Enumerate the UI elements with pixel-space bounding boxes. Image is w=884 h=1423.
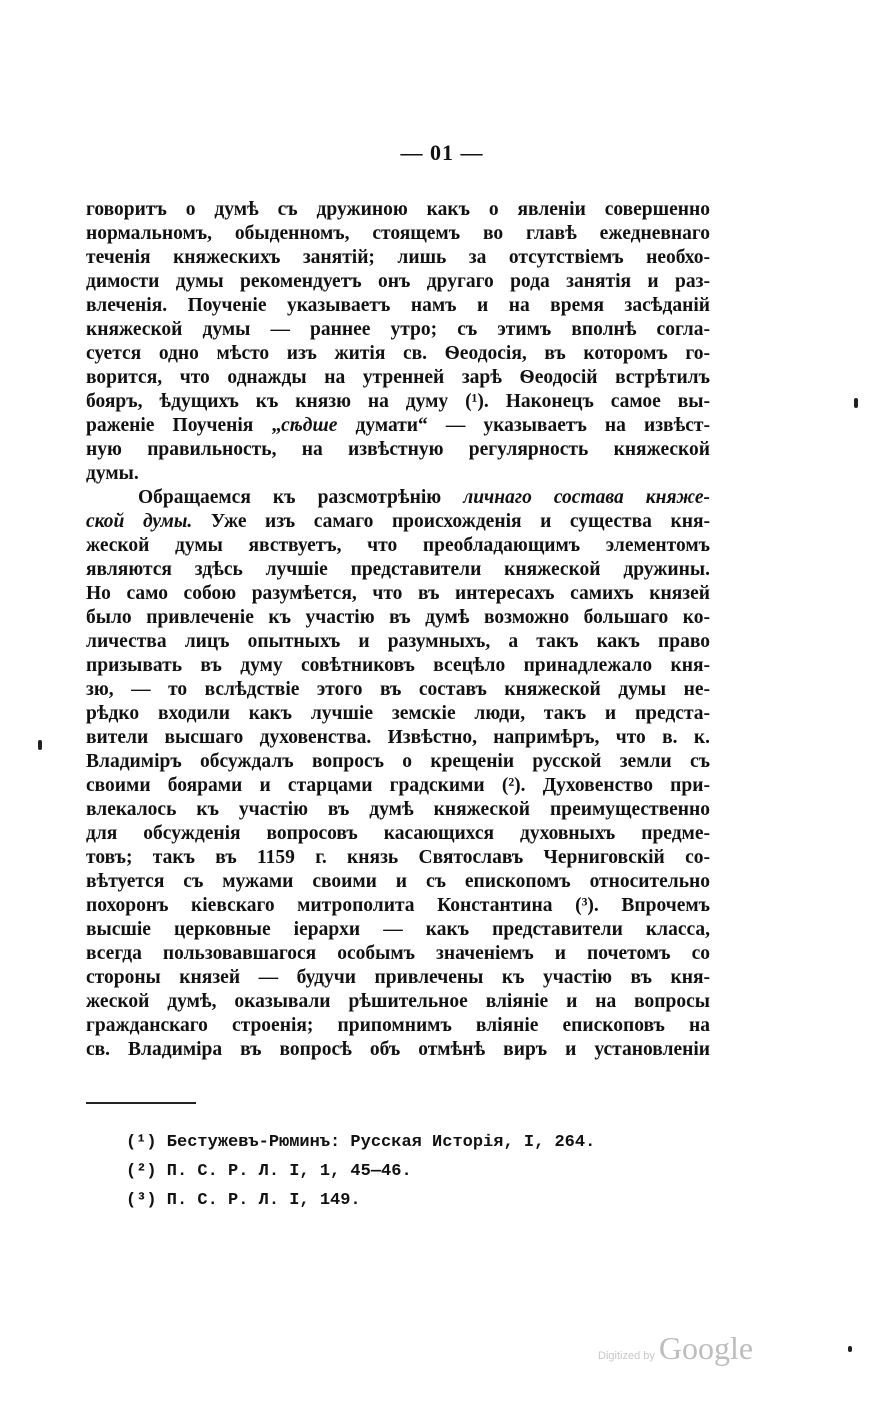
text-line: суется одно мѣсто изъ житія св. Ѳеодосія, въ которомъ го-: [86, 343, 710, 364]
margin-mark: [38, 740, 42, 750]
google-logo: Google: [658, 1330, 754, 1366]
emphasis: сѣдше: [281, 415, 338, 436]
text-line: думы.: [86, 463, 139, 484]
text-line: княжеской думы — раннее утро; съ этимъ вполнѣ согла-: [86, 319, 710, 340]
footnote-1: (¹) Бестужевъ-Рюминъ: Русская Исторія, I, 264.: [126, 1133, 596, 1152]
text-line: димости думы рекомендуетъ онъ другаго рода занятія и раз-: [86, 271, 710, 292]
digitized-by-google-watermark: [598, 1330, 753, 1370]
text-line: ворится, что однажды на утренней зарѣ Ѳеодосій встрѣтилъ: [86, 367, 710, 388]
text-line: жеской думы явствуетъ, что преобладающимъ элементомъ: [86, 535, 710, 556]
text-line: зю, — то вслѣдствіе этого въ составъ княжеской думы не-: [86, 679, 710, 700]
text-line: бояръ, ѣдущихъ къ князю на думу (¹). Наконецъ самое вы-: [86, 391, 710, 412]
emphasis: личнаго состава княже-: [463, 487, 710, 508]
body-text: [86, 198, 710, 1062]
text-fragment: Обращаемся къ разсмотрѣнію: [138, 487, 464, 508]
text-line: рѣдко входили какъ лучшіе земскіе люди, такъ и предста-: [86, 703, 710, 724]
text-line: жеской думѣ, оказывали рѣшительное вліяніе и на вопросы: [86, 991, 710, 1012]
page-number: — 01 —: [400, 140, 484, 165]
text-line: Но само собою разумѣется, что въ интересахъ самихъ князей: [86, 583, 710, 604]
text-line: вѣтуется съ мужами своими и съ епископомъ относительно: [86, 871, 710, 892]
text-line: для обсужденія вопросовъ касающихся духовныхъ предме-: [86, 823, 710, 844]
watermark-prefix: Digitized by: [598, 1350, 655, 1362]
text-line: товъ; такъ въ 1159 г. князь Святославъ Черниговскій со-: [86, 847, 710, 868]
text-line: влекалось къ участію въ думѣ княжеской преимущественно: [86, 799, 710, 820]
text-line: Владиміръ обсуждалъ вопросъ о крещеніи русской земли съ: [86, 751, 710, 772]
text-line: [86, 486, 710, 510]
margin-mark: [848, 1346, 852, 1352]
text-line: св. Владиміра въ вопросѣ объ отмѣнѣ виръ и установленіи: [86, 1039, 710, 1060]
footnotes: [126, 1128, 686, 1215]
footnote-2: (²) П. С. Р. Л. I, 1, 45—46.: [126, 1162, 412, 1181]
footnote-3: (³) П. С. Р. Л. I, 149.: [126, 1191, 361, 1210]
text-line: призывать въ думу совѣтниковъ всецѣло принадлежало кня-: [86, 655, 710, 676]
text-line: было привлеченіе къ участію въ думѣ возможно большаго ко-: [86, 607, 710, 628]
text-line: похоронъ кіевскаго митрополита Константина (³). Впрочемъ: [86, 895, 710, 916]
text-line: говоритъ о думѣ съ дружиною какъ о явленіи совершенно: [86, 199, 710, 220]
text-line: гражданскаго строенія; припомнимъ вліяніе епископовъ на: [86, 1015, 710, 1036]
text-line: стороны князей — будучи привлечены къ участію въ кня-: [86, 967, 710, 988]
text-fragment: раженіе Поученія „: [86, 415, 282, 436]
text-line: [86, 510, 710, 534]
text-line: вители высшаго духовенства. Извѣстно, напримѣръ, что в. к.: [86, 727, 710, 748]
footnote-separator: [86, 1102, 196, 1104]
text-fragment: думати“ — указываетъ на извѣст-: [337, 415, 710, 436]
text-line: своими боярами и старцами градскими (²). Духовенство при-: [86, 775, 710, 796]
text-fragment: Уже изъ самаго происхожденія и существа кня-: [192, 511, 710, 532]
text-line: [86, 414, 710, 438]
emphasis: ской думы.: [86, 511, 193, 532]
text-line: теченія княжескихъ занятій; лишь за отсутствіемъ необхо-: [86, 247, 710, 268]
text-line: всегда пользовавшагося особымъ значеніемъ и почетомъ со: [86, 943, 710, 964]
text-line: личества лицъ опытныхъ и разумныхъ, а такъ какъ право: [86, 631, 710, 652]
text-line: ную правильность, на извѣстную регулярность княжеской: [86, 439, 710, 460]
text-line: являются здѣсь лучшіе представители княжеской дружины.: [86, 559, 710, 580]
text-line: высшіе церковные іерархи — какъ представители класса,: [86, 919, 710, 940]
margin-mark: [854, 398, 858, 408]
text-line: нормальномъ, обыденномъ, стоящемъ во главѣ ежедневнаго: [86, 223, 710, 244]
text-line: влеченія. Поученіе указываетъ намъ и на время засѣданій: [86, 295, 710, 316]
